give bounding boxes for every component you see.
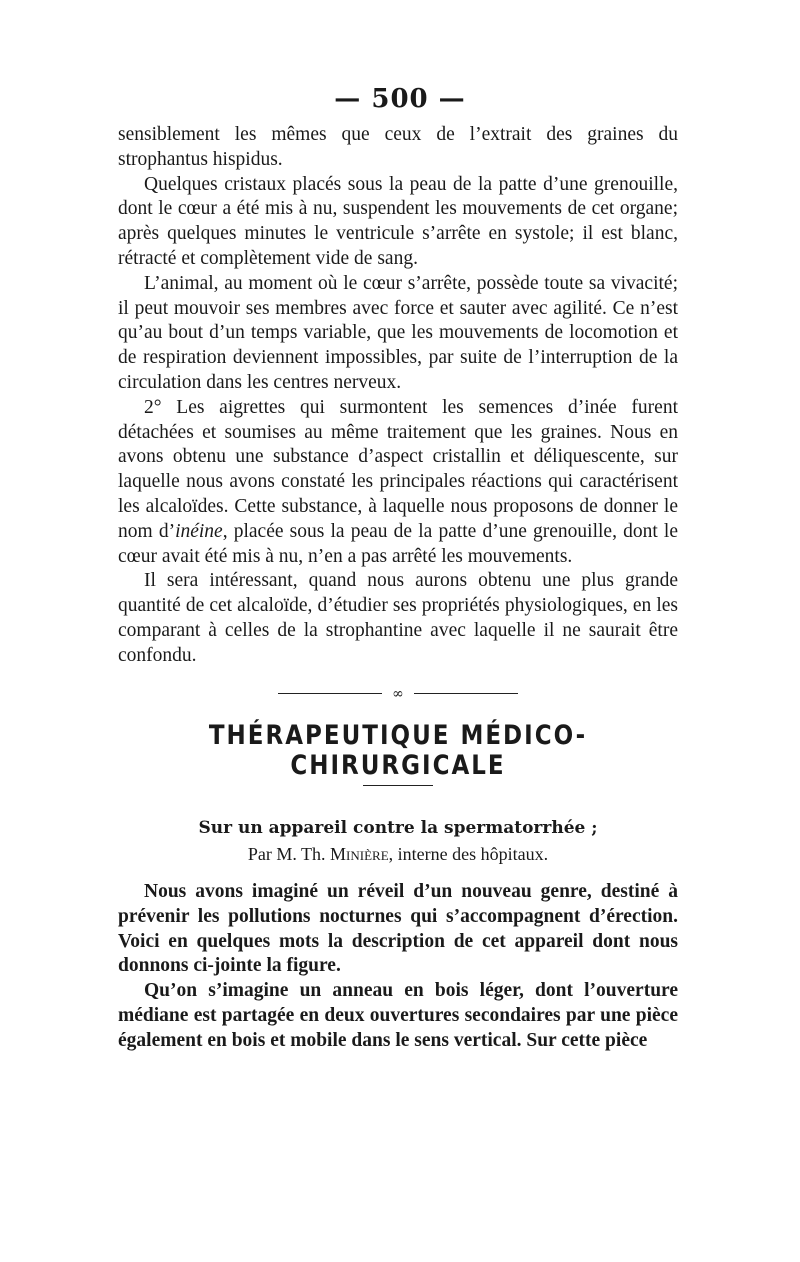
ineine-text-before: 2° Les aigrettes qui surmontent les semences d’inée furent détachées et soumises au même traitement que les graines. Nous en avons obtenu une substance d’aspect cristallin et déliquescente, sur laquelle nous avons constaté les principales réactions qui caractérisent les alcaloïdes. Cette substance, à laquelle nous proposons de donner le nom d’ <box>118 396 678 542</box>
ornament-knot-icon: ∞ <box>392 685 404 702</box>
section-divider <box>363 785 433 787</box>
byline-suffix: , interne des hôpitaux. <box>388 844 549 865</box>
ineine-italic-term: inéine <box>175 520 223 542</box>
paragraph-crystals: Quelques cristaux placés sous la peau de la patte d’une grenouille, dont le cœur a été mis à nu, suspendent les mouvements de cet organe; après quelques minutes le ventricule s’arrête en systole; il est blanc, rétracté et complètement vide de sang. <box>118 173 678 269</box>
article-byline <box>118 842 678 866</box>
paragraph-animal: L’animal, au moment où le cœur s’arrête, possède toute sa vivacité; il peut mouvoir ses membres avec force et sauter avec agilité. Ce n’est qu’au bout d’un temps variable, que les mouvements de locomotion et de respiration deviennent impossibles, par suite de l’interruption de la circulation dans les centres nerveux. <box>118 272 678 393</box>
ornamental-rule <box>278 681 518 707</box>
byline-prefix: Par M. Th. <box>247 844 331 865</box>
article-title: Sur un appareil contre la spermatorrhée ; <box>198 818 598 839</box>
paragraph-invention: Nous avons imaginé un réveil d’un nouveau genre, destiné à prévenir les pollutions nocturnes qui s’accompagnent d’érection. Voici en quelques mots la description de cet appareil dont nous donnons ci-jointe la figure. <box>118 881 678 977</box>
ornament-line-left <box>278 693 382 695</box>
paragraph-conclusion: Il sera intéressant, quand nous aurons obtenu une plus grande quantité de cet alcaloïde, d’étudier ses propriétés physiologiques, en les comparant à celles de la strophantine avec laquelle il ne saurait être confondu. <box>118 570 678 666</box>
paragraph-ineine <box>118 396 678 570</box>
ornament-line-right <box>414 693 518 695</box>
paragraph-continuation: sensiblement les mêmes que ceux de l’extrait des graines du strophantus hispidus. <box>118 124 678 170</box>
text-column <box>118 123 678 1054</box>
page-number: — 500 — <box>334 84 466 114</box>
byline-author-name: Minière <box>330 844 389 865</box>
ineine-text-after: , placée sous la peau de la patte d’une grenouille, dont le cœur avait été mis à nu, n’en a pas arrêté les mouvements. <box>118 520 678 567</box>
paragraph-ring-description: Qu’on s’imagine un anneau en bois léger, dont l’ouverture médiane est partagée en deux ouvertures secondaires par une pièce également en bois et mobile dans le sens vertical. Sur cette pièce <box>118 980 678 1051</box>
section-title: THÉRAPEUTIQUE MÉDICO-CHIRURGICALE <box>208 720 588 781</box>
